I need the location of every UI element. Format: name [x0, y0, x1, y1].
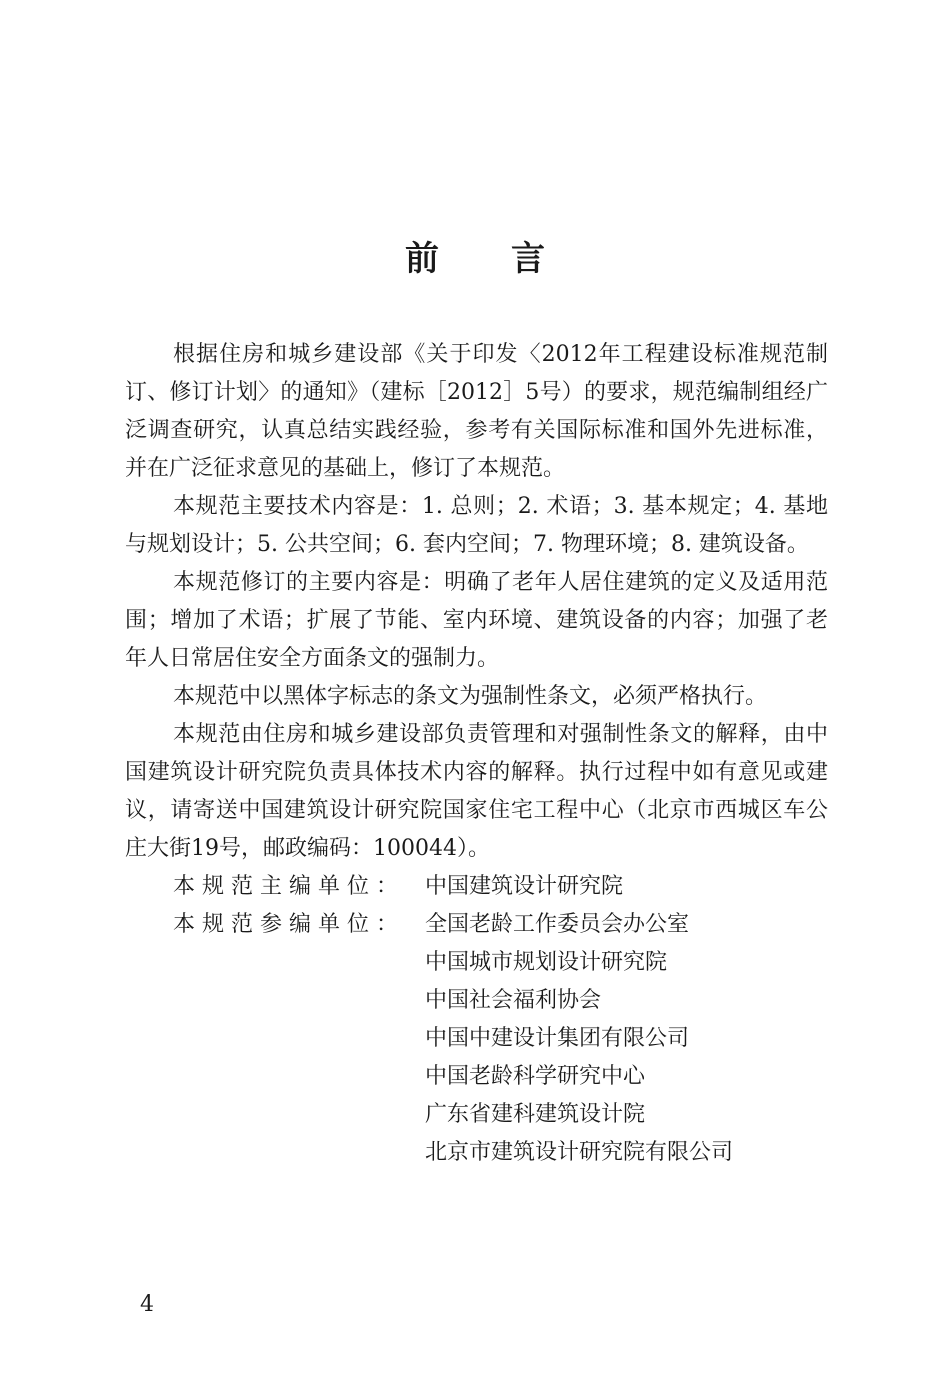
page-number: 4	[140, 1292, 154, 1317]
preface-body	[125, 336, 828, 1172]
paragraph-main-content: 本规范主要技术内容是：1. 总则；2. 术语；3. 基本规定；4. 基地与规划设计；5. 公共空间；6. 套内空间；7. 物理环境；8. 建筑设备。	[125, 494, 828, 557]
paragraph-mandatory: 本规范中以黑体字标志的条文为强制性条文，必须严格执行。	[173, 684, 768, 709]
participating-unit-row	[125, 982, 828, 1020]
participating-unit-row	[125, 906, 828, 944]
participating-unit-name: 中国城市规划设计研究院	[425, 950, 668, 975]
participating-unit-name: 北京市建筑设计研究院有限公司	[425, 1140, 734, 1165]
participating-unit-row	[125, 1020, 828, 1058]
chief-unit-name: 中国建筑设计研究院	[425, 874, 624, 899]
title-char-2: 言	[511, 239, 545, 279]
chief-unit-row	[125, 868, 828, 906]
paragraph-basis: 根据住房和城乡建设部《关于印发〈2012年工程建设标准规范制订、修订计划〉的通知》（建标［2012］5号）的要求，规范编制组经广泛调查研究，认真总结实践经验，参考有关国际标准和国外先进标准，并在广泛征求意见的基础上，修订了本规范。	[125, 342, 828, 481]
participating-unit-row	[125, 1096, 828, 1134]
participating-unit-name: 中国老龄科学研究中心	[425, 1064, 646, 1089]
page-title	[0, 234, 950, 284]
participating-unit-row	[125, 1058, 828, 1096]
chief-unit-label: 本规范主编单位：	[173, 874, 406, 899]
participating-unit-name: 中国中建设计集团有限公司	[425, 1026, 690, 1051]
participating-unit-row	[125, 944, 828, 982]
paragraph-revision: 本规范修订的主要内容是：明确了老年人居住建筑的定义及适用范围；增加了术语；扩展了节能、室内环境、建筑设备的内容；加强了老年人日常居住安全方面条文的强制力。	[125, 570, 828, 671]
participating-unit-name: 全国老龄工作委员会办公室	[425, 912, 690, 937]
paragraph-management: 本规范由住房和城乡建设部负责管理和对强制性条文的解释，由中国建筑设计研究院负责具体技术内容的解释。执行过程中如有意见或建议，请寄送中国建筑设计研究院国家住宅工程中心（北京市西城区车公庄大街19号，邮政编码：100044）。	[125, 722, 828, 861]
participating-unit-name: 中国社会福利协会	[425, 988, 602, 1013]
participating-unit-name: 广东省建科建筑设计院	[425, 1102, 646, 1127]
participating-unit-label: 本规范参编单位：	[173, 912, 406, 937]
participating-unit-row	[125, 1134, 828, 1172]
title-char-1: 前	[405, 239, 439, 279]
